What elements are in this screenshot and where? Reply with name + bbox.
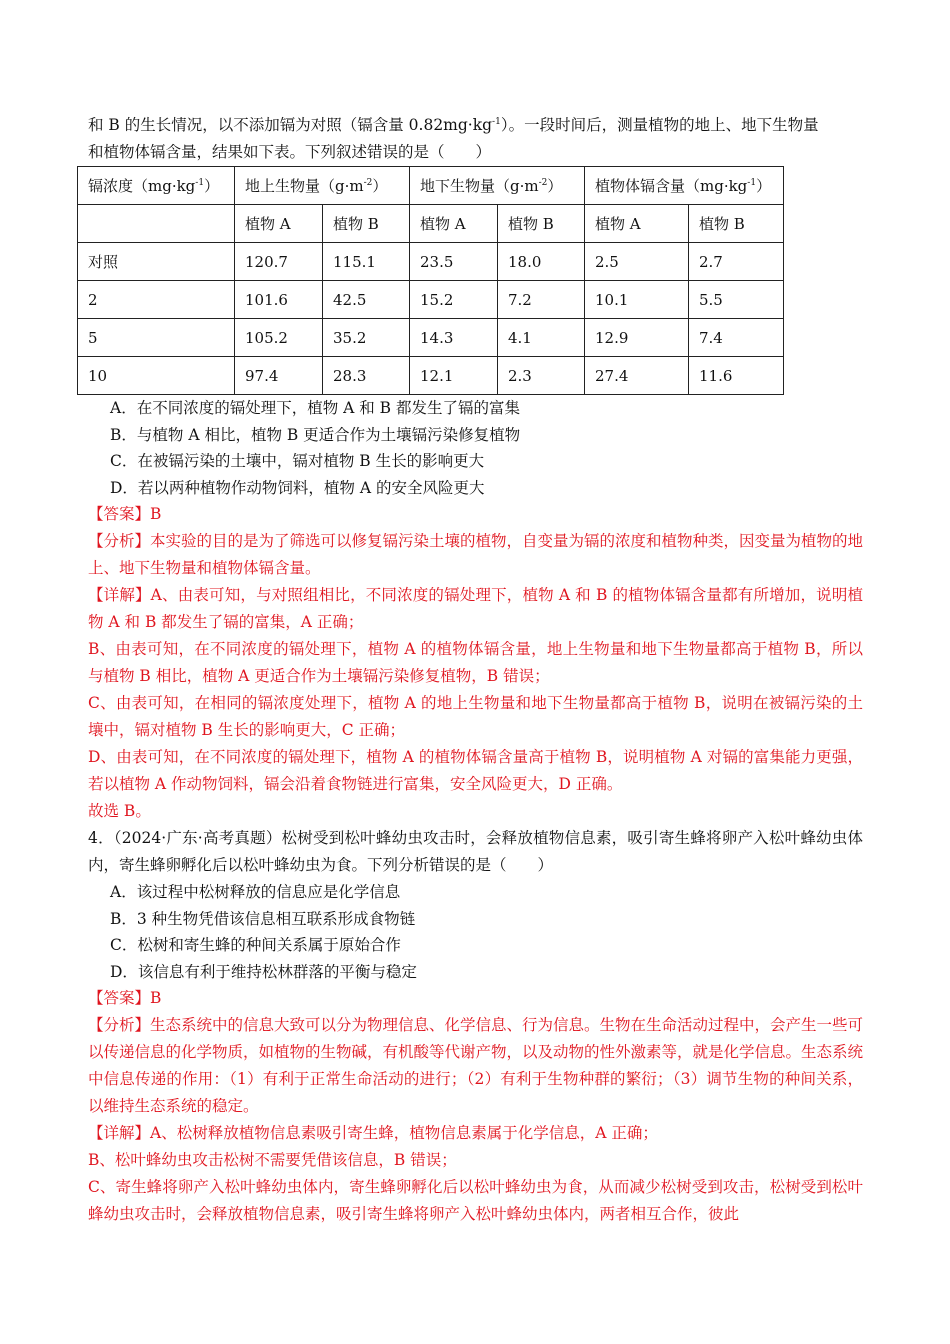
superscript: -1: [492, 116, 501, 127]
table-cell: 28.3: [323, 357, 410, 395]
option-b: B．3 种生物凭借该信息相互联系形成食物链: [110, 909, 416, 928]
document-page: [88, 112, 863, 1228]
detail-paragraph: B、由表可知，在不同浓度的镉处理下，植物 A 的植物体镉含量，地上生物量和地下生物量都高于植物 B，所以与植物 B 相比，植物 A 更适合作为土壤镉污染修复植物，B 错误；: [88, 640, 863, 685]
table-cell: 2.7: [689, 243, 784, 281]
table-cell: 42.5: [323, 281, 410, 319]
table-cell: 105.2: [235, 319, 323, 357]
detail-paragraph: 【详解】A、松树释放植物信息素吸引寄生蜂，植物信息素属于化学信息，A 正确；: [88, 1124, 658, 1142]
header-cell: 地上生物量$(g\cdot m^{-2})$: [235, 167, 410, 205]
q3-options: [88, 395, 863, 501]
table-cell: 7.2: [498, 281, 585, 319]
intro-text: 和植物体镉含量，结果如下表。下列叙述错误的是（ ）: [88, 143, 492, 161]
table-cell: 18.0: [498, 243, 585, 281]
table-cell: 10: [78, 357, 235, 395]
table-cell: 2.5: [585, 243, 689, 281]
table-cell: 4.1: [498, 319, 585, 357]
header-cell: [78, 205, 235, 243]
answer-line: 【答案】B: [88, 989, 162, 1007]
table-cell: 12.1: [410, 357, 498, 395]
option-b: B．与植物 A 相比，植物 B 更适合作为土壤镉污染修复植物: [110, 425, 521, 444]
question-intro: [88, 112, 863, 166]
detail-paragraph: B、松叶蜂幼虫攻击松树不需要凭借该信息，B 错误；: [88, 1151, 457, 1169]
answer-line: 【答案】B: [88, 505, 162, 523]
table-cell: 120.7: [235, 243, 323, 281]
header-cell: 植物 B: [689, 205, 784, 243]
table-cell: 2: [78, 281, 235, 319]
table-row: [78, 281, 784, 319]
table-row: [78, 357, 784, 395]
table-cell: 5: [78, 319, 235, 357]
detail-paragraph: C、寄生蜂将卵产入松叶蜂幼虫体内，寄生蜂卵孵化后以松叶蜂幼虫为食，从而减少松树受到攻击，松树受到松叶蜂幼虫攻击时，会释放植物信息素，吸引寄生蜂将卵产入松叶蜂幼虫体内，两者相互合作，彼此: [88, 1178, 863, 1223]
intro-text: ）。一段时间后，测量植物的地上、地下生物量: [500, 116, 819, 134]
cadmium-data-table: [77, 166, 784, 395]
header-cell: 镉浓度$(mg\cdot kg^{-1})$: [78, 167, 235, 205]
option-d: D．该信息有利于维持松林群落的平衡与稳定: [110, 962, 417, 981]
option-a: A．在不同浓度的镉处理下，植物 A 和 B 都发生了镉的富集: [110, 399, 520, 417]
table-cell: 14.3: [410, 319, 498, 357]
header-cell: 植物 B: [323, 205, 410, 243]
conclusion-line: 故选 B。: [88, 802, 151, 820]
option-c: C．在被镉污染的土壤中，镉对植物 B 生长的影响更大: [110, 452, 485, 470]
table-cell: 101.6: [235, 281, 323, 319]
table-cell: 27.4: [585, 357, 689, 395]
header-cell: 植物体镉含量$(mg\cdot kg^{-1})$: [585, 167, 784, 205]
detail-paragraph: C、由表可知，在相同的镉浓度处理下，植物 A 的地上生物量和地下生物量都高于植物 B，说明在被镉污染的土壤中，镉对植物 B 生长的影响更大，C 正确；: [88, 694, 863, 739]
table-row: [78, 319, 784, 357]
table-header-row: [78, 167, 784, 205]
table-cell: 115.1: [323, 243, 410, 281]
table-cell: 35.2: [323, 319, 410, 357]
option-a: A．该过程中松树释放的信息应是化学信息: [110, 883, 401, 901]
analysis-paragraph: 【分析】生态系统中的信息大致可以分为物理信息、化学信息、行为信息。生物在生命活动过程中，会产生一些可以传递信息的化学物质，如植物的生物碱，有机酸等代谢产物，以及动物的性外激素等，就是化学信息。生态系统中信息传递的作用：（1）有利于正常生命活动的进行；（2）有利于生物种群的繁衍；（3）调节生物的种间关系，以维持生态系统的稳定。: [88, 1016, 864, 1115]
detail-paragraph: 【详解】A、由表可知，与对照组相比，不同浓度的镉处理下，植物 A 和 B 的植物体镉含量都有所增加，说明植物 A 和 B 都发生了镉的富集，A 正确；: [88, 586, 863, 631]
table-cell: 10.1: [585, 281, 689, 319]
table-cell: 15.2: [410, 281, 498, 319]
q4-options: [88, 879, 863, 985]
header-cell: 地下生物量$(g\cdot m^{-2})$: [410, 167, 585, 205]
table-cell: 11.6: [689, 357, 784, 395]
table-cell: 97.4: [235, 357, 323, 395]
header-cell: 植物 A: [585, 205, 689, 243]
question-4-stem: 4．（2024·广东·高考真题）松树受到松叶蜂幼虫攻击时，会释放植物信息素，吸引寄生蜂将卵产入松叶蜂幼虫体内，寄生蜂卵孵化后以松叶蜂幼虫为食。下列分析错误的是（ ）: [88, 829, 863, 874]
header-cell: 植物 B: [498, 205, 585, 243]
option-d: D．若以两种植物作动物饲料，植物 A 的安全风险更大: [110, 478, 485, 497]
header-cell: 植物 A: [410, 205, 498, 243]
table-cell: 2.3: [498, 357, 585, 395]
table-cell: 对照: [78, 243, 235, 281]
table-subheader-row: [78, 205, 784, 243]
table-cell: 23.5: [410, 243, 498, 281]
intro-text: 和 B 的生长情况，以不添加镉为对照（镉含量 0.82mg·kg: [88, 116, 493, 134]
analysis-paragraph: 【分析】本实验的目的是为了筛选可以修复镉污染土壤的植物，自变量为镉的浓度和植物种类，因变量为植物的地上、地下生物量和植物体镉含量。: [88, 532, 864, 577]
option-c: C．松树和寄生蜂的种间关系属于原始合作: [110, 936, 401, 954]
header-cell: 植物 A: [235, 205, 323, 243]
detail-paragraph: D、由表可知，在不同浓度的镉处理下，植物 A 的植物体镉含量高于植物 B，说明植物 A 对镉的富集能力更强，若以植物 A 作动物饲料，镉会沿着食物链进行富集，安全风险更大，D 正确。: [88, 748, 863, 793]
table-cell: 7.4: [689, 319, 784, 357]
table-cell: 12.9: [585, 319, 689, 357]
table-row: [78, 243, 784, 281]
table-cell: 5.5: [689, 281, 784, 319]
